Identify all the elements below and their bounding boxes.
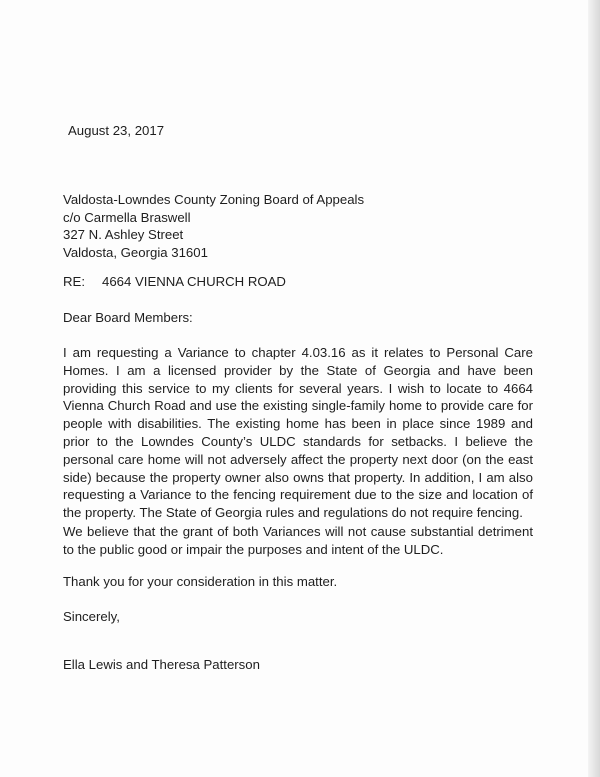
subject-label: RE: <box>63 274 85 289</box>
signer-names: Ella Lewis and Theresa Patterson <box>63 657 260 672</box>
recipient-address <box>63 191 364 261</box>
body-paragraph-thanks: Thank you for your consideration in this matter. <box>63 574 338 589</box>
recipient-city-state-zip: Valdosta, Georgia 31601 <box>63 244 208 260</box>
letter-date: August 23, 2017 <box>68 123 165 138</box>
subject-value: 4664 VIENNA CHURCH ROAD <box>102 274 286 289</box>
page-edge-shadow <box>588 0 600 777</box>
closing: Sincerely, <box>63 609 120 624</box>
body-paragraph-request: I am requesting a Variance to chapter 4.03.16 as it relates to Personal Care Homes. I am a licensed provider by the State of Georgia and have been providing this service to my clients for several years. I wish to locate to 4664 Vienna Church Road and use the existing single-family home to provide care for people with disabilities. The existing home has been in place since 1989 and prior to the Lowndes County’s ULDC standards for setbacks. I believe the personal care home will not adversely affect the property next door (on the east side) because the property owner also owns that property. In addition, I am also requesting a Variance to the fencing requirement due to the size and location of the property. The State of Georgia rules and regulations do not require fencing. <box>63 345 533 521</box>
body-paragraph-belief: We believe that the grant of both Variances will not cause substantial detriment to the public good or impair the purposes and intent of the ULDC. <box>63 524 533 557</box>
recipient-name: Valdosta-Lowndes County Zoning Board of Appeals <box>63 192 365 207</box>
recipient-street: 327 N. Ashley Street <box>63 227 184 242</box>
salutation: Dear Board Members: <box>63 310 193 325</box>
recipient-attention: c/o Carmella Braswell <box>63 209 191 225</box>
